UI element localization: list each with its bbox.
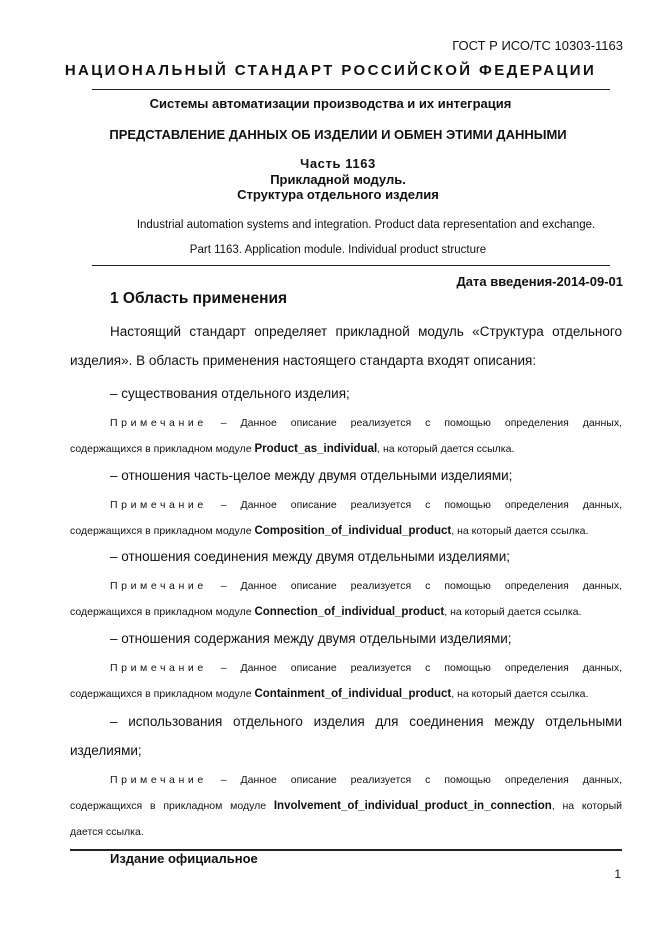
module-name: Connection_of_individual_product [254, 606, 445, 618]
intro-date: Дата введения-2014-09-01 [456, 274, 623, 289]
divider-top [92, 89, 610, 90]
note-text: – Данное описание реализуется с помощью определения данных, [220, 774, 622, 786]
note-text-start: содержащихся в прикладном модуле [70, 525, 252, 537]
module-name: Product_as_individual [254, 443, 378, 455]
note-label: Примечание [110, 417, 207, 429]
note-text: – Данное описание реализуется с помощью определения данных, [220, 417, 622, 429]
module-name: Involvement_of_individual_product_in_connection [273, 800, 552, 812]
list-item: – отношения соединения между двумя отдельными изделиями; [110, 549, 511, 564]
module-name: Composition_of_individual_product [254, 525, 452, 537]
list-item: – отношения содержания между двумя отдельными изделиями; [110, 631, 512, 646]
standard-title-en-line1: Industrial automation systems and integration. Product data representation and exchange. [136, 219, 596, 231]
note [70, 655, 622, 707]
list-item-line-1: – использования отдельного изделия для соединения между отдельными [110, 714, 622, 729]
part-title-line2: Структура отдельного изделия [237, 187, 439, 202]
note-text-start: содержащихся в прикладном модуле [70, 443, 252, 455]
main-title: НАЦИОНАЛЬНЫЙ СТАНДАРТ РОССИЙСКОЙ ФЕДЕРАЦИИ [64, 62, 597, 79]
note-label: Примечание [110, 774, 207, 786]
part-block [0, 156, 661, 203]
paragraph-line-2: изделия». В область применения настоящего стандарта входят описания: [70, 353, 537, 368]
note [70, 767, 622, 845]
standard-title-ru: ПРЕДСТАВЛЕНИЕ ДАННЫХ ОБ ИЗДЕЛИИ И ОБМЕН ЭТИМИ ДАННЫМИ [109, 127, 567, 142]
note-text-end: , на который дается ссылка. [377, 443, 515, 455]
note-text-end: , на который дается ссылка. [451, 525, 589, 537]
note [70, 573, 622, 625]
section-heading: 1 Область применения [110, 290, 288, 307]
list-item [70, 707, 622, 765]
note-label: Примечание [110, 580, 207, 592]
note-label: Примечание [110, 499, 207, 511]
scope-paragraph [70, 317, 622, 375]
standard-subtitle: Системы автоматизации производства и их интеграция [149, 96, 512, 111]
list-item: – отношения часть-целое между двумя отдельными изделиями; [110, 468, 513, 483]
part-number: Часть 1163 [300, 156, 376, 171]
note [70, 410, 622, 462]
note-text-start: содержащихся в прикладном модуле [70, 688, 252, 700]
paragraph-line-1: Настоящий стандарт определяет прикладной модуль «Структура отдельного [110, 324, 622, 339]
note-text: – Данное описание реализуется с помощью определения данных, [220, 499, 622, 511]
note-text-end: , на который дается ссылка. [444, 606, 582, 618]
note-text-end: , на который дается ссылка. [451, 688, 589, 700]
note-text-start: содержащихся в прикладном модуле [70, 606, 252, 618]
list-item-line-2: изделиями; [70, 743, 142, 758]
standard-title-en-line2: Part 1163. Application module. Individual product structure [189, 244, 487, 256]
note-text-start: содержащихся в прикладном модуле [70, 800, 267, 812]
note-label: Примечание [110, 662, 207, 674]
part-title-line1: Прикладной модуль. [270, 171, 406, 187]
note-text-end: , на который [551, 800, 622, 812]
list-item: – существования отдельного изделия; [110, 386, 350, 401]
note-text-tail: дается ссылка. [70, 826, 144, 838]
document-code: ГОСТ Р ИСО/ТС 10303-1163 [452, 38, 623, 53]
note [70, 492, 622, 544]
note-text: – Данное описание реализуется с помощью определения данных, [220, 580, 622, 592]
module-name: Containment_of_individual_product [254, 688, 452, 700]
note-text: – Данное описание реализуется с помощью определения данных, [220, 662, 622, 674]
page-number: 1 [614, 867, 621, 881]
edition-label: Издание официальное [110, 851, 258, 866]
divider-middle [92, 265, 610, 266]
